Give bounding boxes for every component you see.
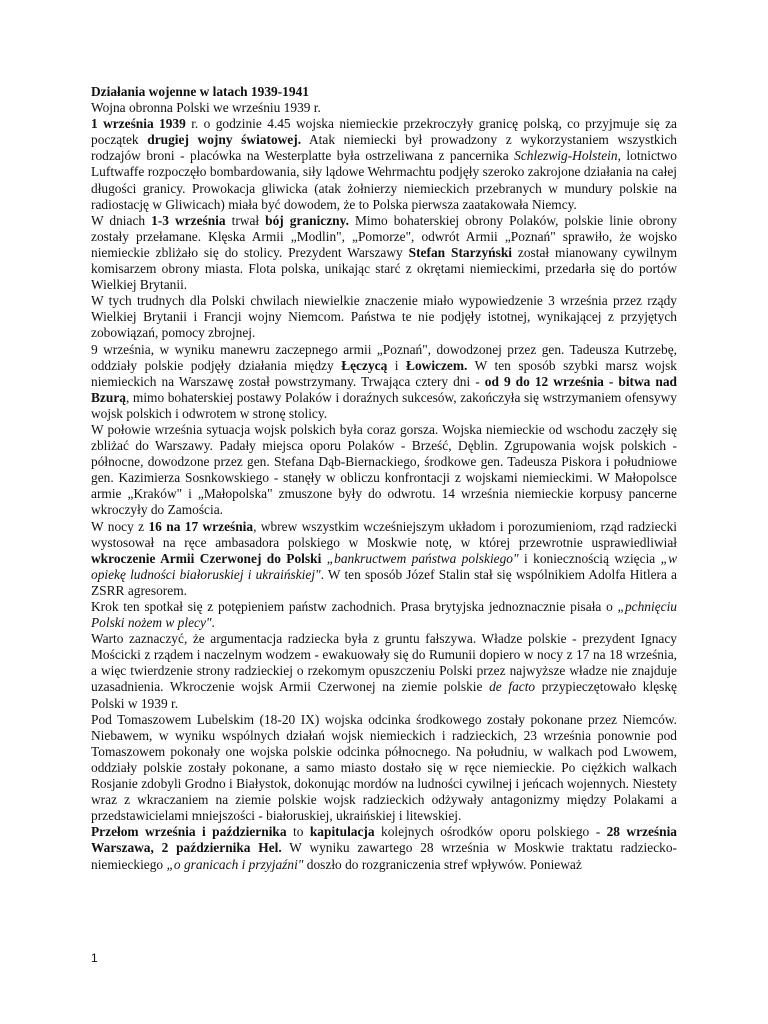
paragraph [91, 213, 677, 293]
text-run: W połowie września sytuacja wojsk polskich była coraz gorsza. Wojska niemieckie od wschodu zaczęły się zbliżać do Warszawy. Padały miejsca oporu Polaków - Brześć, Dęblin. Zgrupowania wojsk polskich - północne, dowodzone przez gen. Stefana Dąb-Biernackiego, środkowe gen. Tadeusza Piskora i południowe gen. Kazimierza Sosnkowskiego - stanęły w obliczu konfrontacji z wojskami niemieckimi. W Małopolsce armie „Kraków" i „Małopolska" zmuszone były do odwrotu. 14 września niemieckie korpusy pancerne wkroczyły do Zamościa. [91, 421, 677, 518]
text-run: to [286, 824, 310, 840]
paragraph [91, 631, 677, 711]
text-run: , wbrew wszystkim wcześniejszym układom i porozumieniom, rząd radziecki wystosował na ręce ambasadora polskiego w Moskwie notę, w której przewrotnie usprawiedliwiał [91, 518, 677, 550]
text-run: W nocy z [91, 518, 149, 534]
bold-text-run: drugiej wojny światowej. [147, 132, 302, 148]
text-run: W tych trudnych dla Polski chwilach niewielkie znaczenie miało wypowiedzenie 3 września przez rządy Wielkiej Brytanii i Francji wojny Niemcom. Państwa te nie podjęły istotnej, wynikającej z przyjętych zobowiązań, pomocy zbrojnej. [91, 293, 677, 341]
bold-text-run: Stefan Starzyński [408, 244, 513, 260]
text-run: przypieczętowało klęskę Polski w 1939 r. [91, 679, 677, 711]
bold-text-run: Przełom września i października [91, 824, 287, 840]
bold-text-run: 1-3 września [151, 212, 226, 228]
text-run: kolejnych ośrodków oporu polskiego - [374, 824, 607, 840]
bold-text-run: kapitulacja [309, 824, 375, 840]
bold-text-run: 28 września Warszawa, 2 października Hel. [91, 824, 677, 856]
bold-text-run: bój graniczny. [265, 212, 349, 228]
paragraph [91, 293, 677, 341]
text-run: r. o godzinie 4.45 wojska niemieckie przekroczyły granicę polską, co przyjmuje się za początek [91, 116, 677, 148]
text-run: Pod Tomaszowem Lubelskim (18-20 IX) wojska odcinka środkowego zostały pokonane przez Niemców. Niebawem, w wyniku wspólnych działań wojsk niemieckich i radzieckich, 23 września ponownie pod Tomaszowem pokonały one wojska polskie odcinka północnego. Na południu, w walkach pod Lwowem, oddziały polskie zostały pokonane, a samo miasto dostało się w ręce niemieckie. Po ciężkich walkach Rosjanie zdobyli Grodno i Białystok, dokonując mordów na ludności cywilnej i jeńcach wojennych. Niestety wraz z wkraczaniem na ziemie polskie wojsk radzieckich odżywały antagonizmy między Polakami a przedstawicielami mniejszości - białoruskiej, ukraińskiej i litewskiej. [91, 711, 677, 824]
paragraph [91, 519, 677, 599]
text-run: Atak niemiecki był prowadzony z wykorzystaniem wszystkich rodzajów broni - placówka na Westerplatte była ostrzeliwana z pancernika [91, 132, 677, 164]
italic-text-run: „bankructwem państwa polskiego" [326, 550, 519, 566]
text-run: Krok ten spotkał się z potępieniem państw zachodnich. Prasa brytyjska jednoznacznie pisała o [91, 599, 618, 614]
page-number: 1 [91, 951, 98, 965]
document-body [91, 84, 677, 873]
text-run: , lotnictwo Luftwaffe rozpoczęło bombardowania, siły lądowe Wehrmachtu podjęły szeroko zakrojone działania na całej długości granicy. Prowokacja gliwicka (atak żołnierzy niemieckich przebranych w mundury polskie na radiostację w Gliwicach) miała być dowodem, że to Polska pierwsza zaatakowała Niemcy. [91, 148, 677, 212]
text-run: W dniach [91, 212, 152, 228]
text-run: . [211, 615, 215, 631]
text-run: został mianowany cywilnym komisarzem obrony miasta. Flota polska, unikając starć z okrętami niemieckimi, przedarła się do portów Wielkiej Brytanii. [91, 244, 677, 293]
bold-text-run: od 9 do 12 września - bitwa nad Bzurą [91, 373, 678, 405]
bold-text-run: Łęczycą [341, 357, 388, 373]
text-run: 9 września, w wyniku manewru zaczepnego armii „Poznań", dowodzonej przez gen. Tadeusza Kutrzebę, oddziały polskie podjęły działania między [91, 341, 677, 373]
paragraph [91, 599, 677, 631]
text-run: Mimo bohaterskiej obrony Polaków, polskie linie obrony zostały przełamane. Klęska Armii „Modlin", „Pomorze", odwrót Armii „Poznań" sprawiło, że wojsko niemieckie zbliżało się do stolicy. Prezydent Warszawy [91, 212, 677, 260]
italic-text-run: Schlezwig-Holstein [514, 148, 618, 164]
italic-text-run: „pchnięciu Polski nożem w plecy" [91, 599, 677, 631]
text-run: trwał [225, 212, 266, 228]
text-run: W wyniku zawartego 28 września w Moskwie traktatu radziecko-niemieckiego [91, 840, 677, 872]
document-title: Działania wojenne w latach 1939-1941 [91, 84, 309, 99]
text-run: . W ten sposób Józef Stalin stał się wspólnikiem Adolfa Hitlera a ZSRR agresorem. [91, 566, 677, 598]
bold-text-run: 16 na 17 września [148, 518, 254, 534]
italic-text-run: „w opiekę ludności białoruskiej i ukraińskiej" [91, 550, 678, 582]
paragraph [91, 824, 677, 872]
text-run: i koniecznością wzięcia [518, 550, 661, 566]
italic-text-run: de facto [489, 679, 536, 695]
paragraph [91, 712, 677, 825]
bold-text-run: 1 września 1939 [91, 116, 186, 132]
bold-text-run: wkroczenie Armii Czerwonej do Polski [91, 550, 322, 566]
paragraph [91, 116, 677, 213]
italic-text-run: „o granicach i przyjaźni" [166, 856, 304, 872]
document-subtitle: Wojna obronna Polski we wrześniu 1939 r. [91, 100, 321, 116]
bold-text-run: Łowiczem. [406, 357, 468, 373]
paragraph [91, 422, 677, 519]
text-run: doszło do rozgraniczenia stref wpływów. Ponieważ [303, 856, 582, 872]
text-run: i [387, 357, 407, 373]
paragraph [91, 342, 677, 422]
text-run: , mimo bohaterskiej postawy Polaków i doraźnych sukcesów, zakończyła się wstrzymaniem ofensywy wojsk polskich i odwrotem w stronę stolicy. [91, 389, 677, 421]
text-run: Warto zaznaczyć, że argumentacja radziecka była z gruntu fałszywa. Władze polskie - prezydent Ignacy Mościcki z rządem i naczelnym wodzem - ewakuowały się do Rumunii dopiero w nocy z 17 na 18 września, a więc twierdzenie strony radzieckiej o rzekomym opuszczeniu Polski przez najwyższe władze nie znajduje uzasadnienia. Wkroczenie wojsk Armii Czerwonej na ziemie polskie [91, 631, 677, 695]
text-run: W ten sposób szybki marsz wojsk niemieckich na Warszawę został powstrzymany. Trwająca cztery dni - [91, 357, 677, 389]
